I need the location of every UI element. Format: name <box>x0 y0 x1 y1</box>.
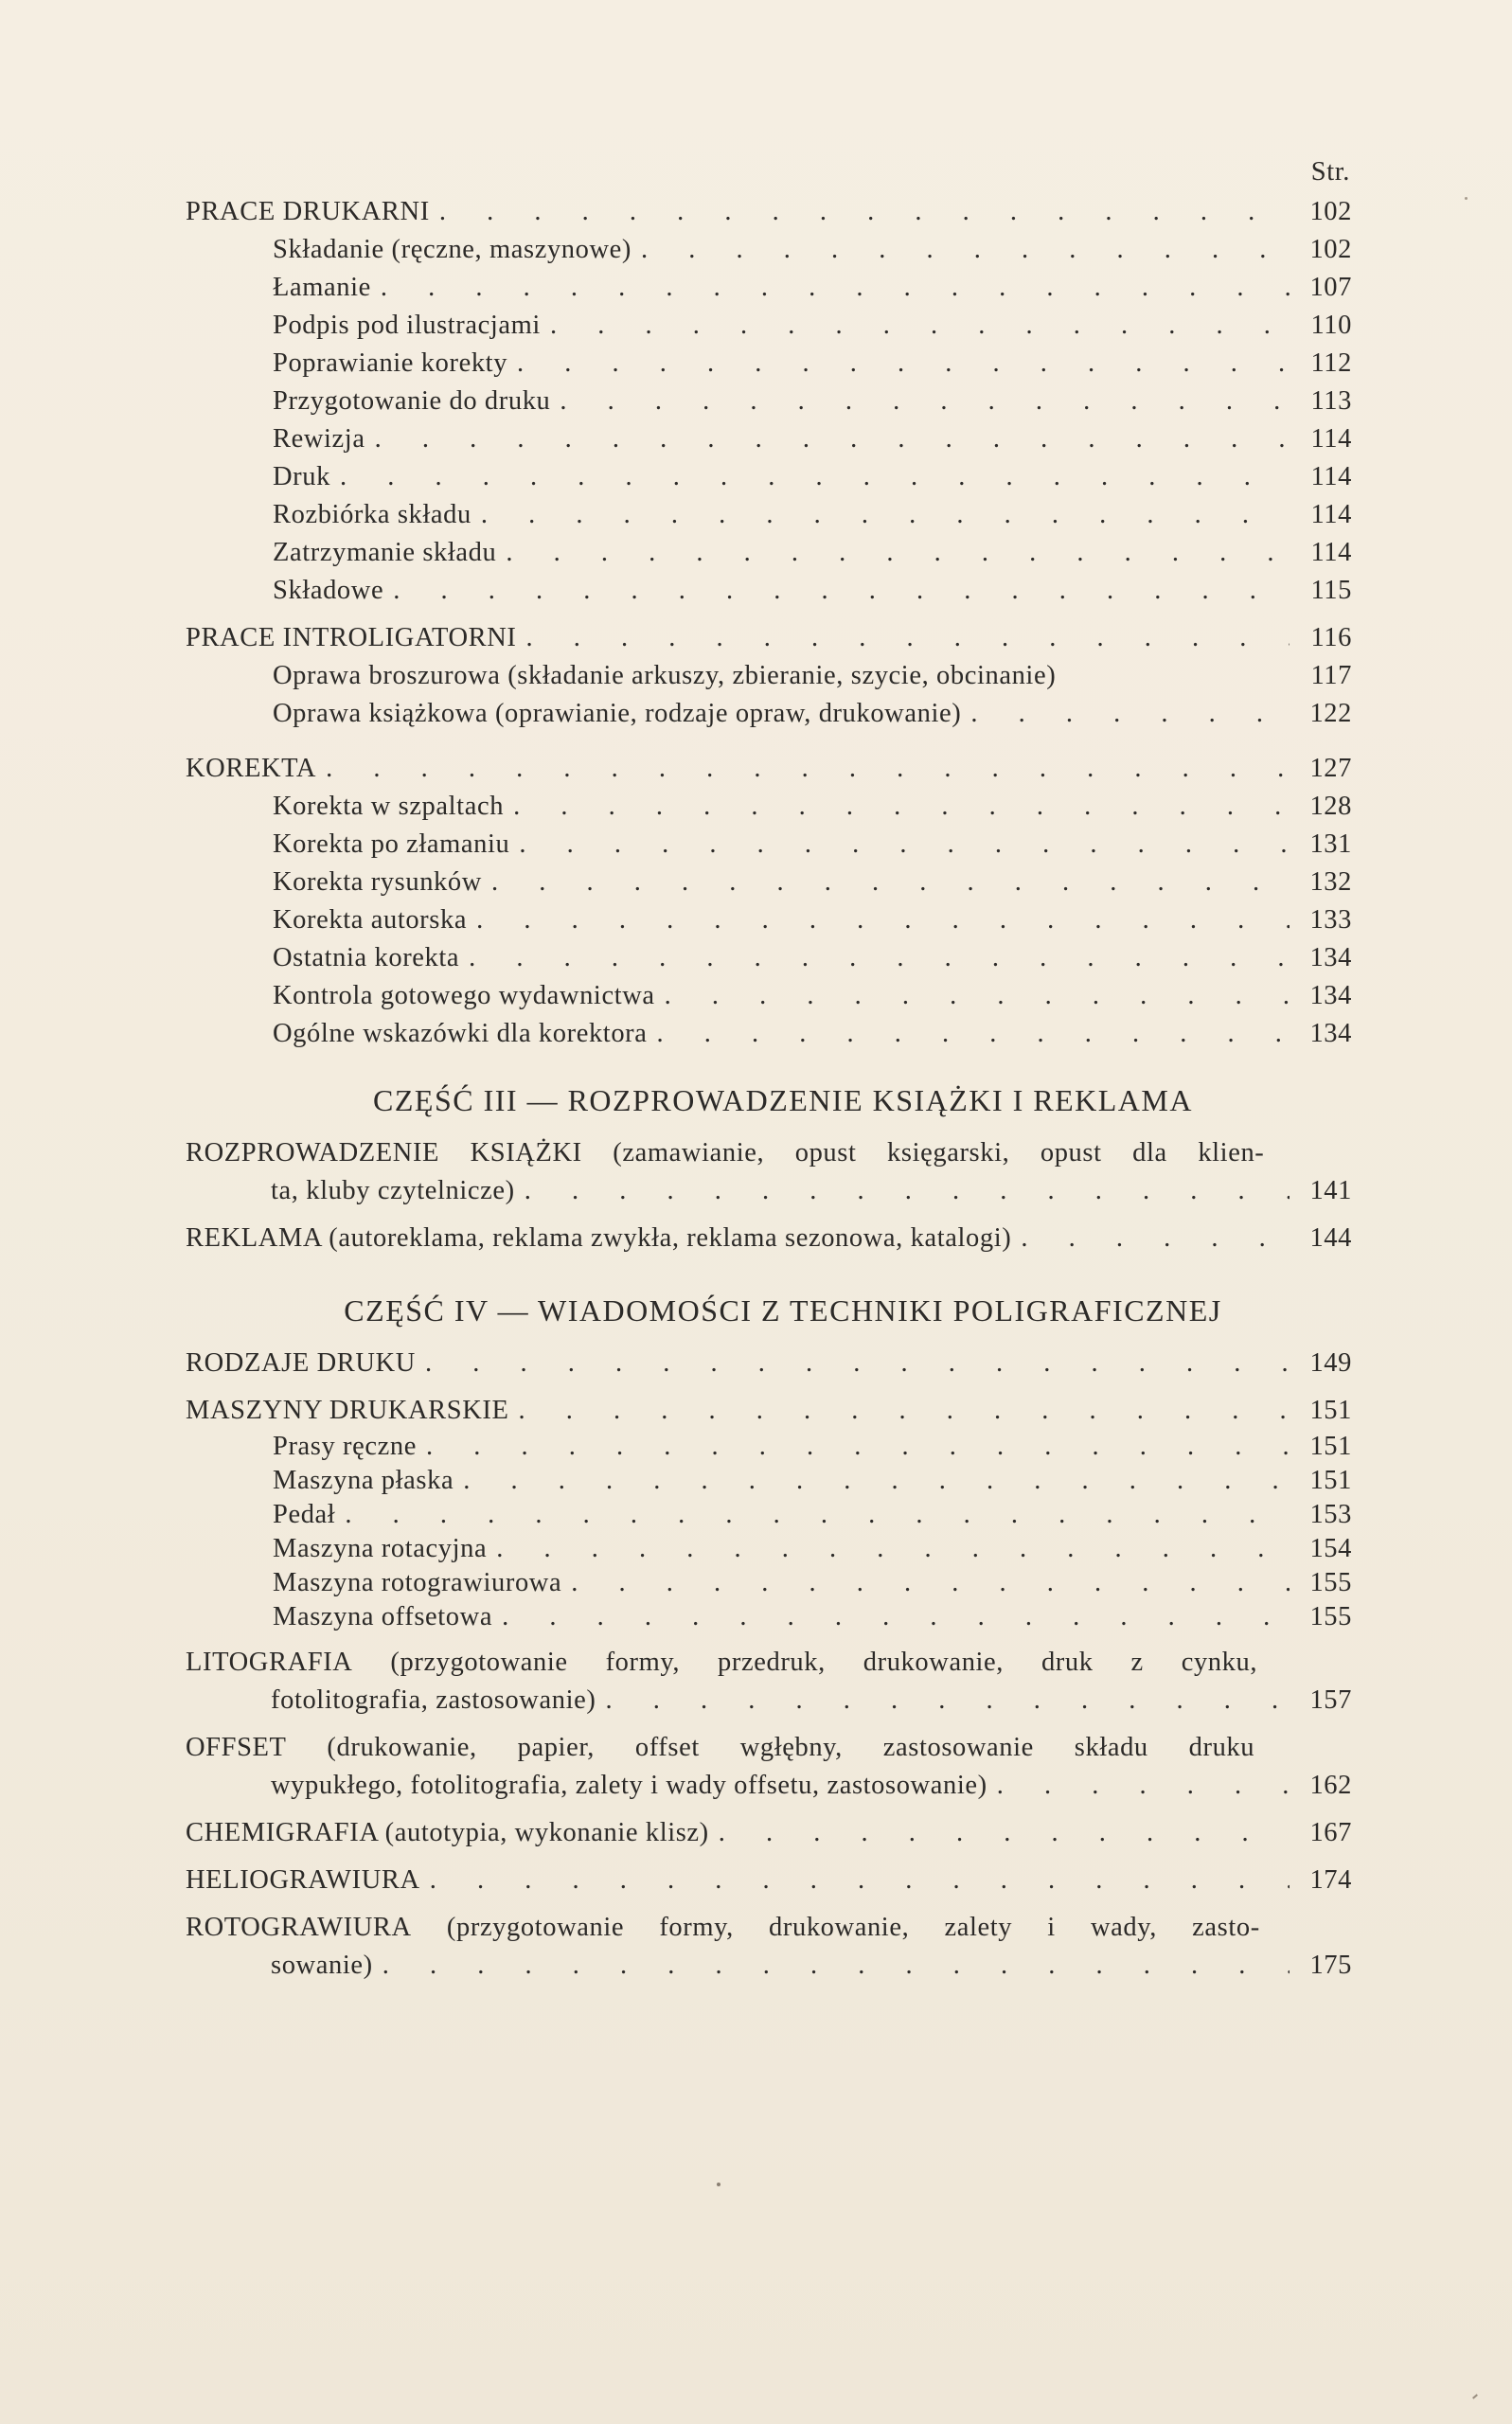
item-title: wypukłego, fotolitografia, zalety i wady offsetu, zastosowanie) <box>271 1771 987 1800</box>
toc-item <box>186 1464 1352 1498</box>
word: wgłębny, <box>739 1733 843 1762</box>
item-title: Składanie (ręczne, maszynowe) <box>273 235 632 264</box>
dot-leader <box>425 1345 1290 1382</box>
dot-leader <box>506 534 1290 572</box>
page-number: 102 <box>1309 197 1352 226</box>
dot-leader <box>476 901 1290 939</box>
page-number: 162 <box>1309 1771 1352 1800</box>
toc-item <box>186 231 1352 269</box>
toc-item <box>186 864 1352 901</box>
word: zalety <box>944 1913 1013 1942</box>
section-title: RODZAJE DRUKU <box>186 1348 416 1378</box>
word: opust <box>1040 1138 1102 1167</box>
dot-leader <box>560 383 1290 420</box>
section-title: HELIOGRAWIURA <box>186 1865 420 1895</box>
dot-leader <box>381 269 1290 307</box>
item-title: Ostatnia korekta <box>273 943 460 972</box>
section-title: PRACE INTROLIGATORNI <box>186 623 517 652</box>
toc-item <box>186 1600 1352 1634</box>
item-title: Oprawa broszurowa (składanie arkuszy, zbieranie, szycie, obcinanie) <box>273 661 1057 690</box>
line-1 <box>186 1729 1352 1767</box>
dot-leader <box>641 231 1290 269</box>
dot-leader <box>970 695 1290 733</box>
page-number: 117 <box>1310 661 1352 690</box>
page-number: 132 <box>1309 867 1352 897</box>
toc-item <box>186 826 1352 864</box>
toc-item <box>186 1532 1352 1566</box>
toc-item <box>186 420 1352 458</box>
page-number: 107 <box>1309 273 1352 302</box>
item-title: Korekta po złamaniu <box>273 829 510 859</box>
toc-section <box>186 750 1352 788</box>
dot-leader <box>502 1600 1290 1634</box>
toc-item <box>186 788 1352 826</box>
item-title: Zatrzymanie składu <box>273 538 497 567</box>
toc-item <box>186 977 1352 1015</box>
dot-leader <box>719 1814 1290 1852</box>
dot-leader <box>525 1172 1290 1210</box>
line-2 <box>186 1172 1352 1210</box>
line-2 <box>186 1682 1352 1720</box>
word: dla <box>1132 1138 1167 1167</box>
line-2 <box>186 1947 1352 1985</box>
dot-leader <box>550 307 1290 345</box>
dot-leader <box>657 1015 1290 1053</box>
item-title: Prasy ręczne <box>273 1432 417 1461</box>
item-title: Korekta w szpaltach <box>273 792 505 821</box>
item-title: Maszyna płaska <box>273 1466 454 1495</box>
page-number: 149 <box>1309 1348 1352 1378</box>
dot-leader <box>382 1947 1290 1985</box>
page-number: 154 <box>1309 1534 1352 1563</box>
word: LITOGRAFIA <box>186 1648 353 1677</box>
word: księgarski, <box>887 1138 1010 1167</box>
dot-leader <box>571 1566 1290 1600</box>
section-title: REKLAMA (autoreklama, reklama zwykła, reklama sezonowa, katalogi) <box>186 1223 1012 1253</box>
spacer <box>1295 1729 1352 1767</box>
item-title: Rozbiórka składu <box>273 500 471 529</box>
word: przedruk, <box>718 1648 826 1677</box>
toc-section <box>186 1345 1352 1382</box>
word: klien- <box>1198 1138 1265 1167</box>
word: ROZPROWADZENIE <box>186 1138 440 1167</box>
item-title: ta, kluby czytelnicze) <box>271 1176 515 1205</box>
page-number: 114 <box>1310 500 1352 529</box>
toc-item <box>186 939 1352 977</box>
item-title: Rewizja <box>273 424 365 454</box>
toc-item <box>186 534 1352 572</box>
page-number: 114 <box>1310 462 1352 491</box>
dot-leader <box>326 750 1290 788</box>
page-number: 131 <box>1309 829 1352 859</box>
dot-leader <box>469 939 1290 977</box>
word: i <box>1047 1913 1056 1942</box>
toc-item <box>186 901 1352 939</box>
table-of-contents <box>186 152 1352 1985</box>
toc-section-multiline <box>186 1729 1352 1805</box>
page-number: 167 <box>1309 1818 1352 1847</box>
section-title: CHEMIGRAFIA (autotypia, wykonanie klisz) <box>186 1818 709 1847</box>
page-number: 134 <box>1309 981 1352 1010</box>
page-number: 134 <box>1309 1019 1352 1048</box>
section-title: MASZYNY DRUKARSKIE <box>186 1396 509 1425</box>
page-number: 141 <box>1309 1176 1352 1205</box>
word: (drukowanie, <box>327 1733 477 1762</box>
item-title: Maszyna offsetowa <box>273 1602 493 1631</box>
toc-item <box>186 1566 1352 1600</box>
page-number: 153 <box>1309 1500 1352 1529</box>
page-number: 102 <box>1309 235 1352 264</box>
toc-section <box>186 193 1352 231</box>
toc-item <box>186 269 1352 307</box>
paper-speck <box>1465 197 1468 200</box>
word: formy, <box>659 1913 734 1942</box>
printer-mark <box>717 2183 720 2186</box>
dot-leader <box>605 1682 1290 1720</box>
item-title: Oprawa książkowa (oprawianie, rodzaje opraw, drukowanie) <box>273 699 962 728</box>
toc-section-multiline <box>186 1134 1352 1210</box>
toc-item <box>186 695 1352 733</box>
page-number: 115 <box>1310 576 1352 605</box>
dot-leader <box>665 977 1290 1015</box>
dot-leader <box>463 1464 1290 1498</box>
toc-item <box>186 307 1352 345</box>
dot-leader <box>491 864 1290 901</box>
spacer <box>1295 1134 1352 1172</box>
word: papier, <box>517 1733 596 1762</box>
page-number: 110 <box>1310 311 1352 340</box>
word: (zamawianie, <box>613 1138 765 1167</box>
page-number: 157 <box>1309 1685 1352 1715</box>
item-title: sowanie) <box>271 1951 373 1980</box>
item-title: Poprawianie korekty <box>273 348 508 378</box>
toc-item <box>186 1498 1352 1532</box>
item-title: Łamanie <box>273 273 371 302</box>
part-heading: CZĘŚĆ IV — WIADOMOŚCI Z TECHNIKI POLIGRAFICZNEJ <box>344 1293 1222 1328</box>
word: z <box>1130 1648 1144 1677</box>
toc-section-multiline <box>186 1644 1352 1720</box>
word: offset <box>634 1733 700 1762</box>
item-title: Maszyna rotograwiurowa <box>273 1568 562 1597</box>
word: (przygotowanie <box>390 1648 568 1677</box>
page-number: 155 <box>1309 1568 1352 1597</box>
page-number: 134 <box>1309 943 1352 972</box>
toc-section <box>186 1862 1352 1899</box>
dot-leader <box>345 1498 1290 1532</box>
dot-leader <box>496 1532 1290 1566</box>
dot-leader <box>519 826 1290 864</box>
word: cynku, <box>1181 1648 1258 1677</box>
dot-leader <box>517 345 1290 383</box>
word: druku <box>1188 1733 1255 1762</box>
spacer <box>1295 1909 1352 1947</box>
page-number: 151 <box>1309 1466 1352 1495</box>
page-number: 174 <box>1309 1865 1352 1895</box>
item-title: Druk <box>273 462 330 491</box>
page-number: 113 <box>1310 386 1352 416</box>
paper-speck <box>1472 2394 1478 2398</box>
word: składu <box>1074 1733 1148 1762</box>
word: OFFSET <box>186 1733 287 1762</box>
toc-item <box>186 1430 1352 1464</box>
dot-leader <box>430 1862 1290 1899</box>
page-column-label: Str. <box>1310 157 1350 187</box>
item-title: Korekta autorska <box>273 905 468 935</box>
dot-leader <box>393 572 1290 610</box>
word: zastosowanie <box>882 1733 1034 1762</box>
page-number: 114 <box>1310 538 1352 567</box>
line-1 <box>186 1909 1352 1947</box>
dot-leader <box>518 1392 1290 1430</box>
line-1 <box>186 1134 1352 1172</box>
item-title: Pedał <box>273 1500 336 1529</box>
dot-leader <box>375 420 1290 458</box>
item-title: Kontrola gotowego wydawnictwa <box>273 981 655 1010</box>
toc-item <box>186 458 1352 496</box>
toc-section <box>186 1220 1352 1257</box>
word: zasto- <box>1192 1913 1260 1942</box>
page-number: 175 <box>1309 1951 1352 1980</box>
toc-item <box>186 1015 1352 1053</box>
page-number: 151 <box>1309 1432 1352 1461</box>
page-number: 116 <box>1310 623 1352 652</box>
page-number: 155 <box>1309 1602 1352 1631</box>
dot-leader <box>526 619 1290 657</box>
word: (przygotowanie <box>446 1913 625 1942</box>
page-number: 133 <box>1309 905 1352 935</box>
page-number: 114 <box>1310 424 1352 454</box>
word: KSIĄŻKI <box>470 1138 582 1167</box>
line-1 <box>186 1644 1352 1682</box>
page-number: 127 <box>1309 754 1352 783</box>
toc-section <box>186 619 1352 657</box>
page-number: 112 <box>1310 348 1352 378</box>
toc-item <box>186 657 1352 695</box>
item-title: Przygotowanie do druku <box>273 386 551 416</box>
page-number: 122 <box>1309 699 1352 728</box>
toc-item <box>186 383 1352 420</box>
word: opust <box>794 1138 857 1167</box>
toc-item <box>186 572 1352 610</box>
dot-leader <box>997 1767 1290 1805</box>
dot-leader <box>513 788 1290 826</box>
word: drukowanie, <box>769 1913 910 1942</box>
item-title: Podpis pod ilustracjami <box>273 311 541 340</box>
item-title: fotolitografia, zastosowanie) <box>271 1685 596 1715</box>
dot-leader <box>426 1430 1290 1464</box>
page-number: 128 <box>1309 792 1352 821</box>
item-title: Składowe <box>273 576 384 605</box>
line-2 <box>186 1767 1352 1805</box>
dot-leader <box>481 496 1290 534</box>
part-heading: CZĘŚĆ III — ROZPROWADZENIE KSIĄŻKI I REKLAMA <box>373 1083 1193 1117</box>
dot-leader <box>439 193 1290 231</box>
page-number: 151 <box>1309 1396 1352 1425</box>
toc-item <box>186 496 1352 534</box>
toc-item <box>186 345 1352 383</box>
section-title: KOREKTA <box>186 754 317 783</box>
word: formy, <box>605 1648 681 1677</box>
toc-section <box>186 1392 1352 1430</box>
item-title: Maszyna rotacyjna <box>273 1534 488 1563</box>
item-title: Korekta rysunków <box>273 867 482 897</box>
page-number: 144 <box>1309 1223 1352 1253</box>
word: ROTOGRAWIURA <box>186 1913 412 1942</box>
toc-section <box>186 1814 1352 1852</box>
word: druk <box>1041 1648 1094 1677</box>
dot-leader <box>1021 1220 1290 1257</box>
item-title: Ogólne wskazówki dla korektora <box>273 1019 648 1048</box>
spacer <box>1295 1644 1352 1682</box>
word: wady, <box>1090 1913 1157 1942</box>
dot-leader <box>340 458 1290 496</box>
word: drukowanie, <box>863 1648 1005 1677</box>
toc-section-multiline <box>186 1909 1352 1985</box>
section-title: PRACE DRUKARNI <box>186 197 430 226</box>
